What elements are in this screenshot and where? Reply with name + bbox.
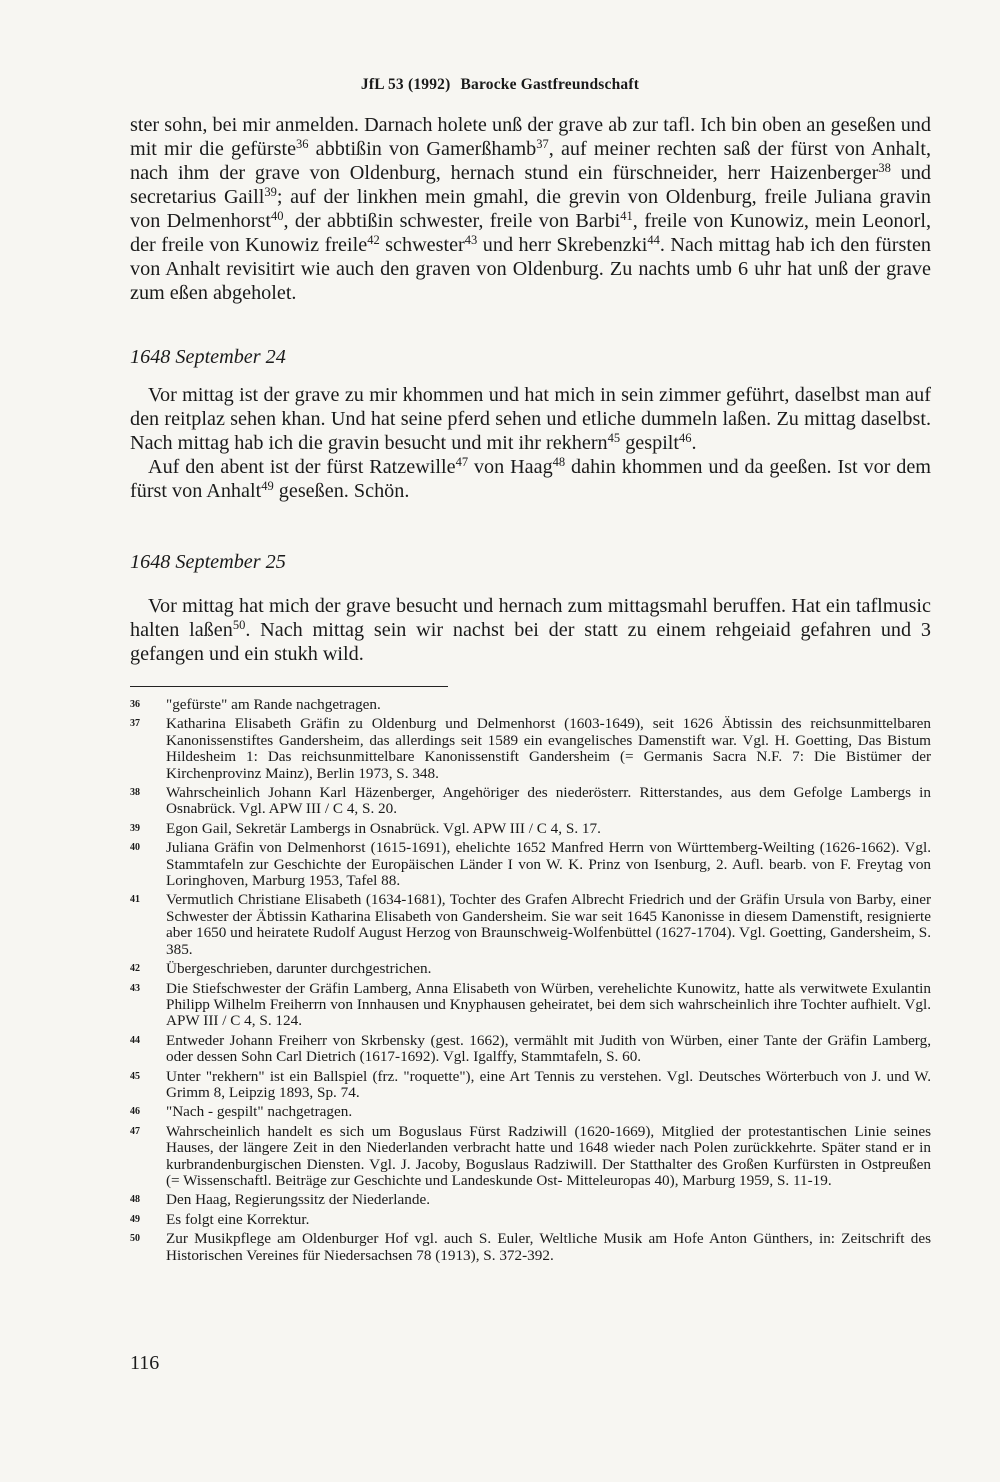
text-run: und herr Skrebenzki [477,234,648,256]
footnote-number: 50 [130,1233,140,1245]
footnote-number: 45 [130,1070,140,1082]
footnote-number: 40 [130,842,140,854]
footnote [130,1069,931,1102]
footnote [130,1192,931,1208]
footnote-ref: 50 [232,618,246,632]
body-paragraph [130,594,931,666]
footnote-ref: 49 [261,479,274,493]
footnote [130,1033,931,1066]
footnote-list [130,697,931,1267]
footnote-number: 38 [130,787,140,799]
footnote-ref: 46 [679,431,692,445]
footnote-ref: 47 [455,455,469,469]
footnote [130,785,931,818]
footnote-text: Den Haag, Regierungssitz der Niederlande. [166,1191,430,1209]
footnote [130,840,931,889]
footnote [130,892,931,958]
footnote-number: 44 [130,1034,140,1046]
footnote-number: 43 [130,982,140,994]
footnote-text: Wahrscheinlich handelt es sich um Boguslaus Fürst Radziwill (1620-1669), Mitglied der protestantischen Linie seines Hauses, der längere Zeit in den Niederlanden verbracht hatte und 1648 wieder nach Polen zurückkehrte. Später stand er in kurbrandenburgischen Diensten. Vgl. J. Jacoby, Boguslaus Radziwill. Der Statthalter des Großen Kurfürsten in Ostpreußen (= Wissenschaftl. Beiträge zur Geschichte und Landeskunde Ost- Mitteleuropas 40), Marburg 1959, S. 11-19. [166,1122,931,1189]
footnote [130,697,931,713]
footnote-number: 37 [130,718,140,730]
section-sept-25 [130,594,931,666]
section-sept-24 [130,383,931,503]
journal-citation: JfL 53 (1992) [360,76,451,93]
footnote-number: 46 [130,1106,140,1118]
footnote-text: Entweder Johann Freiherr von Skrbensky (gest. 1662), vermählt mit Judith von Würben, einer Tante der Gräfin Lamberg, oder dessen Sohn Carl Dietrich (1617-1692). Vgl. Igalffy, Stammtafeln, S. 60. [166,1031,931,1066]
footnote-number: 48 [130,1194,140,1206]
footnote-text: Übergeschrieben, darunter durchgestrichen. [166,960,432,978]
footnote-text: Wahrscheinlich Johann Karl Häzenberger, Angehöriger des niederösterr. Ritterstandes, aus dem Gefolge Lambergs in Osnabrück. Vgl. APW III / C 4, S. 20. [166,784,931,818]
page-number: 116 [130,1352,160,1374]
footnote [130,981,931,1030]
date-heading: 1648 September 24 [130,346,286,368]
text-run: dahin khommen und da geeßen. Ist vor dem fürst von Anhalt [130,456,932,502]
footnote-text: Die Stiefschwester der Gräfin Lamberg, Anna Elisabeth von Würben, verehelichte Kunowitz, hatte als verwitwete Exulantin Philipp Wilhelm Freiherrn von Innhausen und Knyphausen geheiratet, bei dem sich wahrscheinlich ihre Tochter aufhielt. Vgl. APW III / C 4, S. 124. [166,979,931,1030]
text-run: gespilt [620,432,680,454]
footnote-ref: 48 [552,455,566,469]
footnote [130,1231,931,1264]
footnote-text: Egon Gail, Sekretär Lambergs in Osnabrück. Vgl. APW III / C 4, S. 17. [166,819,601,837]
body-paragraph [130,455,931,503]
footnote-ref: 38 [878,161,891,175]
footnote [130,961,931,977]
footnote [130,716,931,782]
text-run: . Nach mittag hab ich den fürsten von Anhalt revisitirt wie auch den graven von Oldenburg. Zu nachts umb 6 uhr hat unß der grave zum eßen abgeholet. [130,234,931,304]
body-paragraph [130,383,931,455]
footnote-number: 42 [130,963,140,975]
footnote-text: Zur Musikpflege am Oldenburger Hof vgl. auch S. Euler, Weltliche Musik am Hofe Anton Günthers, in: Zeitschrift des Historischen Vereines für Niedersachsen 78 (1913), S. 372-392. [166,1230,931,1264]
text-run: Vor mittag ist der grave zu mir khommen und hat mich in sein zimmer geführt, daselbst man auf den reitplaz sehen khan. Und hat seine pferd sehen und etliche dummeln laßen. Zu mittag daselbst. Nach mittag hab ich die gravin besucht und mit ihr rekhern [130,384,931,454]
footnote [130,1104,931,1120]
text-run: Vor mittag hat mich der grave besucht und hernach zum mittagsmahl beruffen. Hat ein taflmusic halten laßen [130,595,931,641]
footnote-number: 47 [130,1125,140,1137]
text-run: , der abbtißin schwester, freile von Barbi [283,210,621,232]
text-run: schwester [379,234,465,256]
footnote-text: "Nach - gespilt" nachgetragen. [166,1103,353,1121]
running-header [0,76,1000,94]
intro-block [130,113,931,305]
footnote-number: 36 [130,699,140,710]
footnote [130,1124,931,1190]
footnote-ref: 40 [270,209,284,223]
text-run: . Nach mittag sein wir nachst bei der statt zu einem rehgeiaid gefahren und 3 gefangen und ein stukh wild. [130,619,931,665]
article-title: Barocke Gastfreundschaft [460,76,640,93]
footnote-ref: 45 [607,431,621,445]
text-run: ster sohn, bei mir anmelden. Darnach holete unß der grave ab zur tafl. Ich bin oben an geseßen und mit mir die gefürste [130,114,931,160]
text-run: , auf meiner rechten saß der fürst von Anhalt, nach ihm der grave von Oldenburg, hernach stund ein fürschneider, herr Haizenberger [130,138,931,184]
footnote-text: Es folgt eine Korrektur. [166,1210,310,1228]
footnote-divider [130,686,448,688]
text-run: von Haag [468,456,553,478]
footnote-ref: 44 [647,233,660,247]
footnote-ref: 39 [264,185,277,199]
footnote-ref: 37 [536,137,549,151]
footnote-number: 39 [130,822,140,834]
intro-paragraph [130,113,931,305]
footnote [130,1212,931,1228]
text-run: Auf den abent ist der fürst Ratzewille [148,456,456,478]
text-run: und secretarius Gaill [130,162,932,208]
footnote [130,821,931,837]
footnote-text: Unter "rekhern" ist ein Ballspiel (frz. "roquette"), eine Art Tennis zu verstehen. Vgl. Deutsches Wörterbuch von J. und W. Grimm 8, Leipzig 1893, Sp. 74. [166,1067,931,1101]
footnote-ref: 41 [620,209,633,223]
text-run: , freile von Kunowiz, mein Leonorl, der freile von Kunowiz freile [130,210,931,256]
text-run: ; auf der linkhen mein gmahl, die grevin von Oldenburg, freile Juliana gravin von Delmenhorst [130,186,931,232]
footnote-text: Juliana Gräfin von Delmenhorst (1615-1691), ehelichte 1652 Manfred Herrn von Württemberg-Weilting (1626-1662). Vgl. Stammtafeln zur Geschichte der Europäischen Länder I von W. K. Prinz von Isenburg, 2. Aufl. bearb. von F. Freytag von Loringhoven, Marburg 1953, Tafel 88. [166,839,931,890]
footnote-ref: 36 [296,137,309,151]
footnote-text: Vermutlich Christiane Elisabeth (1634-1681), Tochter des Grafen Albrecht Friedrich und der Gräfin Ursula von Barby, einer Schwester der Äbtissin Katharina Elisabeth von Gandersheim. Sie war seit 1645 Kanonisse in diesem Damenstift, resignierte aber 1650 und heiratete Rudolf August Herzog von Braunschweig-Wolfenbüttel (1627-1704). Vgl. Goetting, Gandersheim, S. 385. [166,891,931,958]
text-run: . [691,432,697,454]
footnote-ref: 43 [464,233,478,247]
footnote-text: Katharina Elisabeth Gräfin zu Oldenburg und Delmenhorst (1603-1649), seit 1626 Äbtissin des reichsunmittelbaren Kanonissenstiftes Gandersheim, das allerdings seit 1589 ein evangelisches Damenstift war. Vgl. H. Goetting, Das Bistum Hildesheim 1: Das reichsunmittelbare Kanonissenstift Gandersheim (= Germanis Sacra N.F. 7: Die Bistümer der Kirchenprovinz Mainz), Berlin 1973, S. 348. [166,715,931,782]
footnote-ref: 42 [367,233,380,247]
footnote-number: 49 [130,1213,140,1225]
footnote-text: "gefürste" am Rande nachgetragen. [166,696,381,713]
text-run: abbtißin von Gamerßhamb [308,138,537,160]
footnote-number: 41 [130,894,140,906]
text-run: geseßen. Schön. [273,480,410,502]
date-heading: 1648 September 25 [130,551,286,573]
